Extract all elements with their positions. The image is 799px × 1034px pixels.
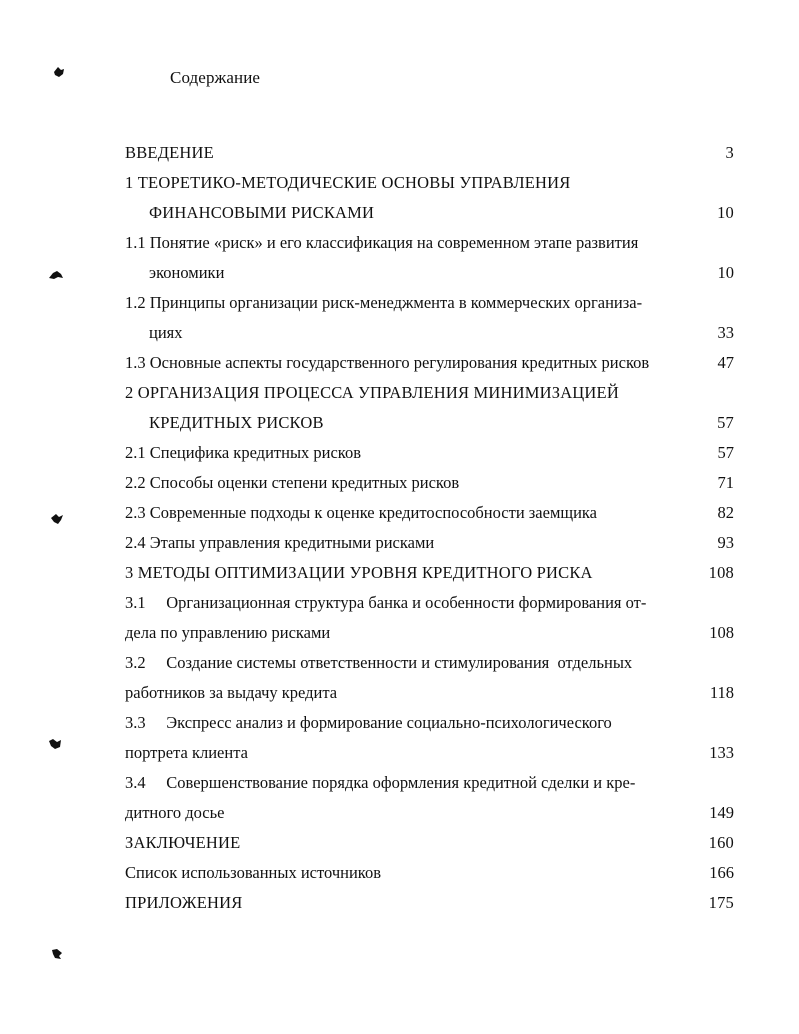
toc-entry <box>125 801 734 825</box>
toc-entry-text: 2 ОРГАНИЗАЦИЯ ПРОЦЕССА УПРАВЛЕНИЯ МИНИМИЗАЦИЕЙ <box>125 383 619 402</box>
toc-entry-text: 1.1 Понятие «риск» и его классификация на современном этапе развития <box>125 233 639 252</box>
scan-speck-mark <box>48 738 62 750</box>
toc-entry-text: 1 ТЕОРЕТИКО-МЕТОДИЧЕСКИЕ ОСНОВЫ УПРАВЛЕНИЯ <box>125 173 571 192</box>
toc-entry <box>125 411 734 435</box>
toc-entry <box>125 291 734 315</box>
scan-speck-mark <box>52 66 66 78</box>
toc-entry-text: 2.4 Этапы управления кредитными рисками <box>125 533 435 552</box>
toc-entry <box>125 831 734 855</box>
toc-entry-page: 82 <box>717 503 734 522</box>
toc-entry-text: дитного досье <box>125 803 225 822</box>
toc-entry-page: 149 <box>709 803 734 822</box>
toc-entry-page: 71 <box>717 473 734 492</box>
toc-entry <box>125 891 734 915</box>
toc-entry <box>125 861 734 885</box>
toc-entry-text: портрета клиента <box>125 743 248 762</box>
toc-entry-text: 2.2 Способы оценки степени кредитных рисков <box>125 473 460 492</box>
toc-entry <box>125 171 734 195</box>
scan-speck-mark <box>48 270 64 280</box>
scan-speck-mark <box>50 948 64 960</box>
toc-entry <box>125 561 734 585</box>
toc-entry <box>125 531 734 555</box>
toc-entry-page: 175 <box>708 893 734 912</box>
toc-entry <box>125 651 734 675</box>
scan-speck-mark <box>50 513 64 525</box>
toc-entry <box>125 261 734 285</box>
toc-entry <box>125 351 734 375</box>
toc-entry-page: 57 <box>717 413 734 432</box>
toc-entry-page: 33 <box>717 323 734 342</box>
toc-entry-page: 160 <box>708 833 734 852</box>
toc-entry-page: 47 <box>717 353 734 372</box>
toc-entry-text: 3.1 Организационная структура банка и особенности формирования от- <box>125 593 647 612</box>
toc-entry-text: экономики <box>149 263 225 282</box>
toc-entry-text: работников за выдачу кредита <box>125 683 338 702</box>
toc-entry <box>125 441 734 465</box>
toc-entry-page: 93 <box>717 533 734 552</box>
toc-entry <box>125 231 734 255</box>
toc-entry <box>125 141 734 165</box>
toc-entry <box>125 381 734 405</box>
toc-entry-text: КРЕДИТНЫХ РИСКОВ <box>149 413 324 432</box>
toc-entry-text: 3 МЕТОДЫ ОПТИМИЗАЦИИ УРОВНЯ КРЕДИТНОГО РИСКА <box>125 563 593 582</box>
toc-entry-text: 2.1 Специфика кредитных рисков <box>125 443 362 462</box>
toc-entry <box>125 621 734 645</box>
toc-entry <box>125 471 734 495</box>
toc-entry-text: дела по управлению рисками <box>125 623 331 642</box>
toc-entry-page: 118 <box>709 683 734 702</box>
toc-entry-page: 10 <box>717 203 734 222</box>
toc-entry-page: 166 <box>709 863 734 882</box>
toc-entry-text: 3.2 Создание системы ответственности и стимулирования отдельных <box>125 653 633 672</box>
toc-entry-page: 3 <box>725 143 734 162</box>
toc-entry-page: 133 <box>709 743 734 762</box>
page-title: Содержание <box>170 68 261 87</box>
toc-entry-text: 1.3 Основные аспекты государственного регулирования кредитных рисков <box>125 353 650 372</box>
toc-entry-text: ПРИЛОЖЕНИЯ <box>125 893 243 912</box>
toc-entry <box>125 711 734 735</box>
toc-entry <box>125 681 734 705</box>
toc-entry-text: 3.4 Совершенствование порядка оформления кредитной сделки и кре- <box>125 773 636 792</box>
toc-entry-text: ЗАКЛЮЧЕНИЕ <box>125 833 241 852</box>
toc-entry-text: Список использованных источников <box>125 863 381 882</box>
toc-entry-text: ФИНАНСОВЫМИ РИСКАМИ <box>149 203 375 222</box>
toc-entry-text: циях <box>149 323 183 342</box>
toc-entry <box>125 771 734 795</box>
toc-entry <box>125 201 734 225</box>
toc-entry-text: ВВЕДЕНИЕ <box>125 143 214 162</box>
toc-entry <box>125 501 734 525</box>
toc-entry-page: 57 <box>717 443 734 462</box>
toc-entry-text: 3.3 Экспресс анализ и формирование социально-психологического <box>125 713 612 732</box>
toc-entry-page: 108 <box>708 563 734 582</box>
toc-entry <box>125 321 734 345</box>
toc-entry-page: 108 <box>709 623 734 642</box>
toc-entry-text: 1.2 Принципы организации риск-менеджмента в коммерческих организа- <box>125 293 643 312</box>
toc-entry-text: 2.3 Современные подходы к оценке кредитоспособности заемщика <box>125 503 598 522</box>
toc-entry-page: 10 <box>717 263 734 282</box>
toc-entry <box>125 741 734 765</box>
toc-entry <box>125 591 734 615</box>
